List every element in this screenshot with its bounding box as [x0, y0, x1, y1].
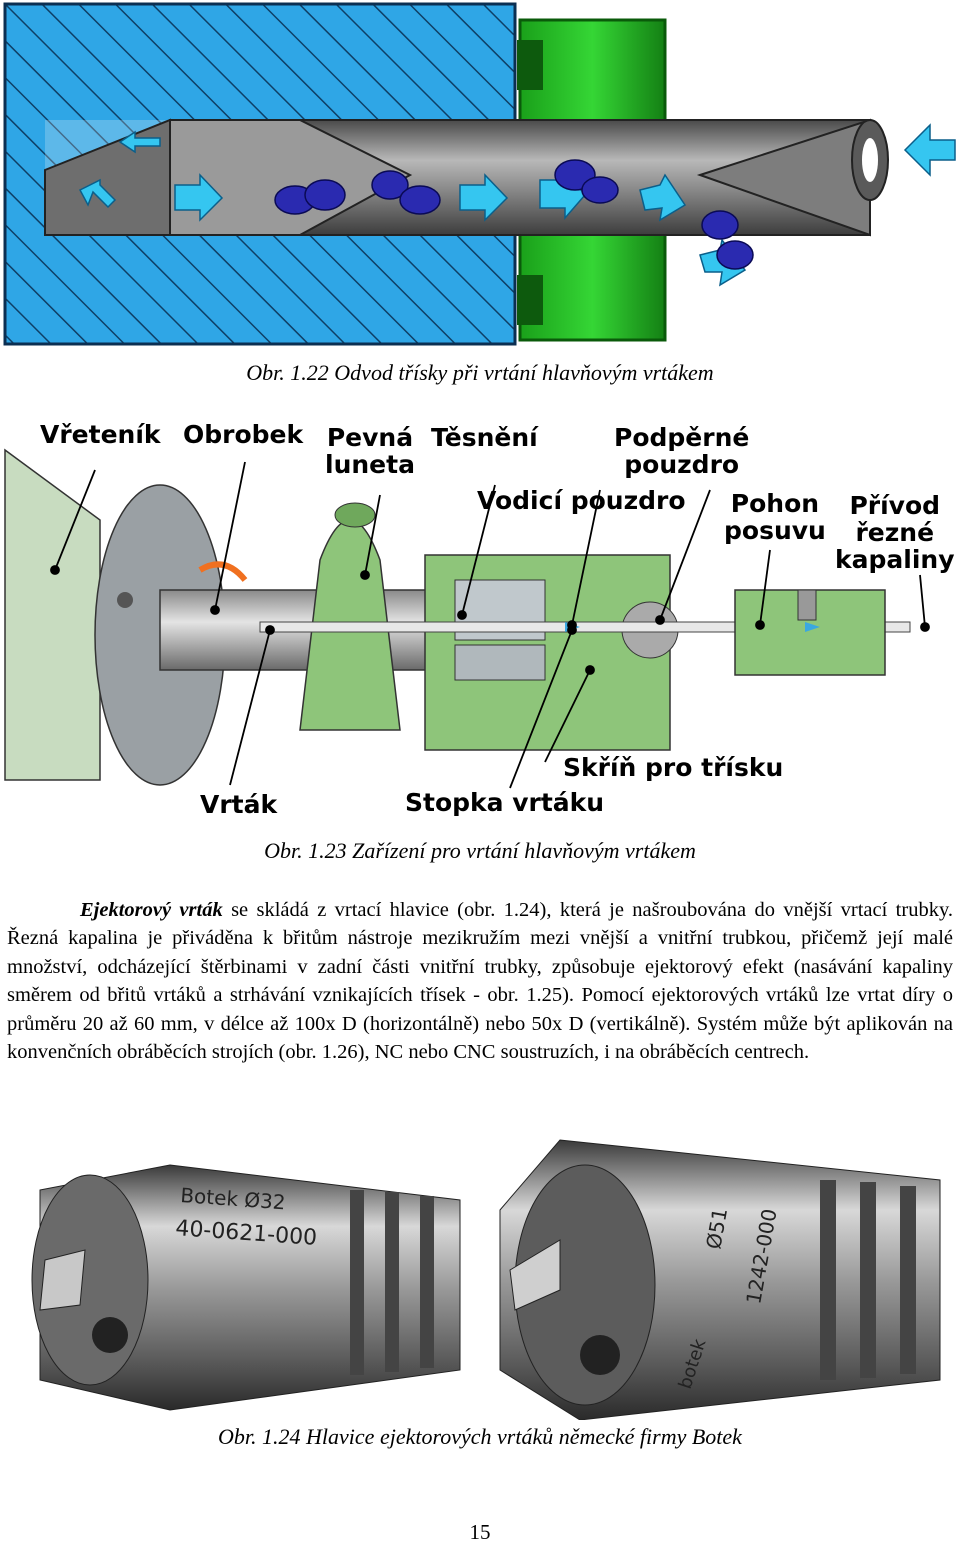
- right-drill-head: [500, 1140, 940, 1420]
- label-headstock: Vřeteník: [40, 420, 161, 449]
- label-feed-drive: [724, 490, 826, 544]
- label-steady-rest-line2: luneta: [325, 450, 415, 479]
- page-number: 15: [469, 1520, 491, 1544]
- label-steady-rest-line1: Pevná: [326, 423, 414, 452]
- right-engraving-2: 1242-000: [741, 1206, 782, 1306]
- headstock: [5, 450, 100, 780]
- paragraph-lead-term: Ejektorový vrták: [80, 899, 223, 921]
- figure-caption-1-24: Obr. 1.24 Hlavice ejektorových vrtáků německé firmy Botek: [218, 1424, 742, 1449]
- label-workpiece: Obrobek: [183, 420, 304, 449]
- label-guide-bushing: Vodicí pouzdro: [477, 486, 686, 515]
- label-feed-drive-line1: Pohon: [730, 489, 820, 518]
- label-support-bushing: [614, 424, 749, 478]
- left-engraving-1: Botek Ø32: [179, 1183, 287, 1215]
- body-paragraph: [7, 896, 953, 1066]
- label-drill: Vrták: [200, 790, 278, 819]
- right-engraving-1: Ø51: [701, 1206, 733, 1251]
- left-drill-head: [32, 1165, 460, 1410]
- label-steady-rest: [325, 424, 415, 478]
- figure-chip-removal: [0, 0, 960, 350]
- left-engraving-2: 40-0621-000: [174, 1216, 318, 1251]
- figure-ejector-heads: [0, 1130, 960, 1420]
- label-feed-drive-line2: posuvu: [724, 516, 826, 545]
- label-support-bushing-line2: pouzdro: [624, 450, 740, 479]
- label-drill-shank: Stopka vrtáku: [405, 788, 605, 817]
- label-coolant-supply-line1: Přívod: [849, 491, 941, 520]
- label-coolant-supply: [835, 492, 955, 573]
- paragraph-body: se skládá z vrtací hlavice (obr. 1.24), která je našroubována do vnější vrtací trubky. Řezná kapalina je přiváděna k břitům nástroje mezikružím mezi vnější a vnitřní trubkou, přičemž její malé množství, odcházející štěrbinami v zadní části vnitřní trubky, způsobuje ejektorový efekt (nasávání kapaliny směrem od břitů vrtáků a strhávání vznikajících třísek - obr. 1.25). Pomocí ejektorových vrtáků lze vrtat díry o průměru 20 až 60 mm, v délce až 100x D (horizontálně) nebo 50x D (vertikálně). Systém může být aplikován na konvenčních obráběcích strojích (obr. 1.26), NC nebo CNC soustruzích, i na obráběcích centrech.: [7, 899, 953, 1064]
- label-coolant-supply-line2: řezné: [855, 518, 935, 547]
- figure-caption-1-23: Obr. 1.23 Zařízení pro vrtání hlavňovým vrtákem: [264, 838, 696, 863]
- ejector-heads-photo: [0, 1130, 960, 1420]
- figure-caption-1-22: Obr. 1.22 Odvod třísky při vrtání hlavňovým vrtákem: [246, 360, 714, 385]
- label-support-bushing-line1: Podpěrné: [614, 423, 750, 452]
- label-chip-box: Skříň pro třísku: [563, 753, 784, 782]
- right-brand: botek: [674, 1336, 711, 1392]
- label-seal: Těsnění: [431, 423, 538, 452]
- chip-removal-illustration: [0, 0, 960, 350]
- label-coolant-supply-line3: kapaliny: [835, 545, 955, 574]
- paragraph-text: [7, 896, 953, 1066]
